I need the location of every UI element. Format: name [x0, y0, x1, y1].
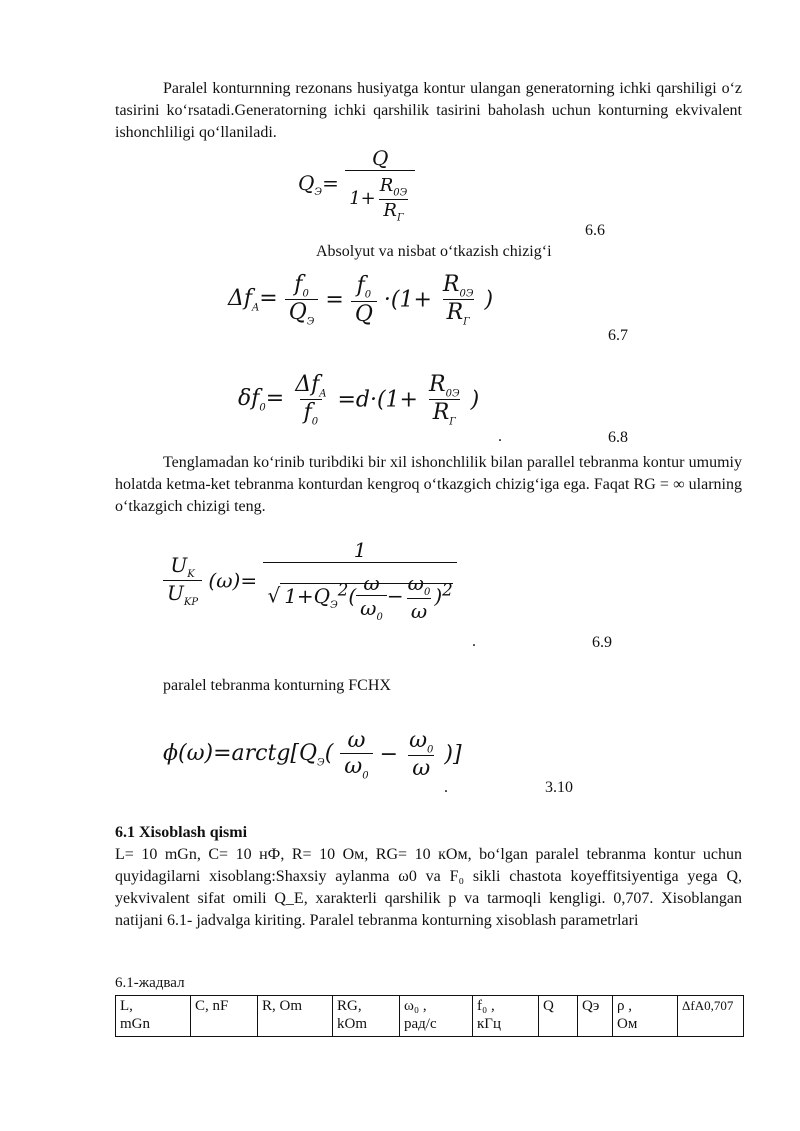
table-header-cell: Qэ: [578, 996, 613, 1037]
table-header-row: [116, 996, 744, 1037]
section-title: 6.1 Xisoblash qismi: [115, 824, 248, 841]
body-paragraph: Tenglamadan ko‘rinib turibdiki bir xil ishonchlilik bilan parallel tebranma kontur umumiy holatda ketma-ket tebranma konturdan kengroq o‘tkazgich chizig‘iga ega. Faqat RG = ∞ ularning o‘tkazgich chizigi teng.: [115, 454, 742, 515]
results-table: [115, 995, 744, 1037]
table-header-cell: R, Om: [258, 996, 333, 1037]
table-header-cell: f₀ , кГц: [473, 996, 539, 1037]
dot: .: [498, 428, 502, 445]
table-header-cell: Q: [539, 996, 578, 1037]
equation-number: 6.8: [608, 429, 628, 446]
equation-number: 6.9: [592, 634, 612, 651]
dot: .: [444, 779, 448, 796]
table-header-cell: C, nF: [191, 996, 258, 1037]
formula-phase-response: $\phi(\omega)=arctg[Q_Э$( $\frac{\omega}{\omega_0}$ − $\frac{\omega_0}{\omega}$ )]: [163, 728, 462, 782]
intro-paragraph: Paralel konturnning rezonans husiyatga kontur ulangan generatorning ichki qarshiligi o‘z tasirini ko‘rsatadi.Generatorning ichki qarshilik tasirini baholash uchun konturning ekvivalent ishonchliligi qo‘llaniladi.: [115, 80, 742, 141]
equation-number: 6.6: [585, 222, 605, 239]
task-paragraph: L= 10 mGn, C= 10 нФ, R= 10 Ом, RG= 10 кОм, bo‘lgan paralel tebranma kontur uchun quyidagilarni xisoblang:Shaxsiy aylanma ω0 va F₀ sikli chastota koyeffitsiyentiga yega Q, yekvivalent sifat omili Q_E, xarakterli qarshilik p va tarmoqli kengligi. 0,707. Xisoblangan natijani 6.1- jadvalga kiriting. Paralel tebranma konturning xisoblash parametrlari: [115, 846, 742, 929]
formula-relative-bandwidth: $\delta f_0=$ $\frac{\Delta f_A}{f_0}$ =d·(1+ $\frac{R_{0Э}}{R_Г}$ ): [238, 372, 480, 428]
equation-number: 3.10: [545, 779, 573, 796]
formula-absolute-bandwidth: $\Delta f_A=$ $\frac{f_0}{Q_Э}$ = $\frac{f_0}{Q}$ ·(1+ $\frac{R_{0Э}}{R_Г}$ ): [228, 272, 494, 328]
dot: .: [472, 633, 476, 650]
formula-transfer-function: $\frac{U_K}{U_{KP}}$ (ω)= 1 √ $1+Q_Э^2$( $\frac{\omega}{\omega_0}$ − $\frac{\omega_0}{\omega}$ )$^2$: [163, 538, 457, 623]
table-header-cell: ω₀ , рад/с: [400, 996, 473, 1037]
table-caption: 6.1-жадвал: [115, 975, 185, 991]
section-subtitle: Absolyut va nisbat o‘tkazish chizig‘i: [316, 243, 552, 260]
table-header-cell: L, mGn: [116, 996, 191, 1037]
fchx-line: paralel tebranma konturning FCHX: [163, 677, 391, 694]
table-header-cell: ρ , Ом: [613, 996, 678, 1037]
formula-q-equivalent: $Q_Э=$ Q 1+ $\frac{R_{0Э}}{R_Г}$: [298, 146, 415, 223]
table-header-cell: ΔfА0,707: [678, 996, 744, 1037]
equation-number: 6.7: [608, 327, 628, 344]
table-header-cell: RG, kOm: [333, 996, 400, 1037]
